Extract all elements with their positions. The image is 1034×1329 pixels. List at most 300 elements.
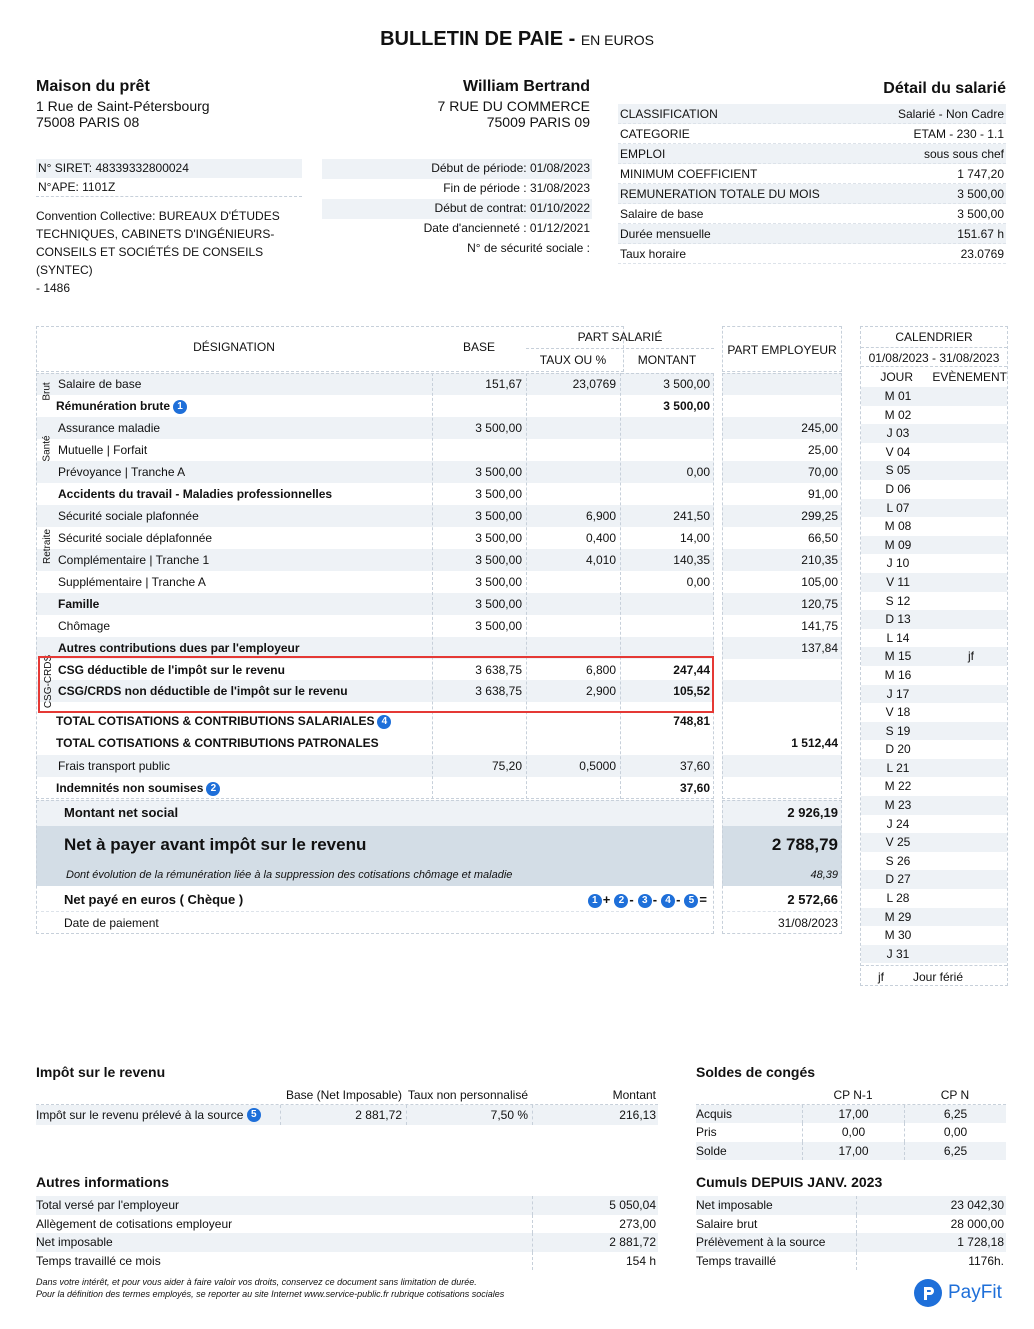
title-sub: EN EUROS — [580, 32, 654, 48]
row-employeur: 66,50 — [807, 531, 838, 545]
conges-label: Solde — [696, 1143, 727, 1158]
evolution-label: Dont évolution de la rémunération liée à la suppression des cotisations chômage et maladie — [66, 869, 513, 881]
page-title — [0, 28, 1034, 51]
info-label: Prélèvement à la source — [696, 1235, 826, 1249]
detail-row — [618, 244, 1006, 264]
column-gap — [714, 571, 722, 593]
detail-row — [618, 104, 1006, 124]
row-montant: 105,52 — [673, 684, 710, 698]
calendar-day-event — [935, 926, 1007, 945]
detail-value: 3 500,00 — [957, 187, 1004, 201]
calendar-day-label: M 16 — [884, 667, 912, 682]
info-label: Temps travaillé — [696, 1253, 777, 1268]
detail-row — [618, 144, 1006, 164]
detail-label: CATEGORIE — [620, 127, 690, 141]
cumuls-section — [696, 1174, 1006, 1270]
calendar-day — [861, 908, 1007, 927]
badge-5-icon: 5 — [684, 894, 698, 908]
header-part-salarie: PART SALARIÉ — [577, 330, 663, 344]
row-base: 3 500,00 — [475, 597, 522, 611]
autres-rows — [36, 1196, 658, 1270]
period-end: Fin de période : 31/08/2023 — [443, 181, 590, 195]
info-value: 28 000,00 — [856, 1215, 1006, 1234]
column-gap — [714, 637, 722, 659]
column-gap — [714, 732, 722, 754]
info-label: Allègement de cotisations employeur — [36, 1216, 233, 1231]
impot-row-label: Impôt sur le revenu prélevé à la source — [36, 1107, 244, 1122]
row-label: Autres contributions dues par l'employeur — [58, 641, 300, 655]
calendar-day-label: M 09 — [884, 537, 912, 552]
row-employeur: 105,00 — [801, 575, 838, 589]
conges-n1: 17,00 — [802, 1105, 904, 1124]
calendar-day — [861, 796, 1007, 815]
badge-2-icon: 2 — [614, 894, 628, 908]
net-paye-label: Net payé en euros ( Chèque ) — [64, 892, 244, 907]
calendar-day-label: J 17 — [886, 686, 910, 701]
calendar-day — [861, 740, 1007, 759]
calendar-day-event — [935, 610, 1007, 629]
calendar-day-label: J 03 — [886, 426, 910, 441]
calendar-day — [861, 722, 1007, 741]
calendar-day — [861, 461, 1007, 480]
conges-n: 0,00 — [904, 1123, 1006, 1142]
employee-address1: 7 RUE DU COMMERCE — [437, 98, 590, 114]
total-employeur: 1 512,44 — [791, 736, 838, 750]
row-label: CSG déductible de l'impôt sur le revenu — [58, 663, 285, 677]
extra-taux: 0,5000 — [579, 759, 616, 773]
conges-row — [696, 1105, 1006, 1124]
employee-name: William Bertrand — [463, 78, 590, 95]
row-employeur: 245,00 — [801, 421, 838, 435]
calendar-day-label: D 27 — [885, 872, 911, 887]
detail-label: Durée mensuelle — [620, 227, 711, 241]
formula-operator: - — [652, 892, 658, 907]
calendar-day-event — [935, 461, 1007, 480]
net-social-label: Montant net social — [64, 805, 179, 820]
formula-operator: - — [629, 892, 634, 907]
column-gap — [714, 755, 722, 777]
convention-line: CONSEILS ET SOCIÉTÉS DE CONSEILS (SYNTEC) — [36, 245, 264, 277]
detail-value: ETAM - 230 - 1.1 — [913, 127, 1004, 141]
row-employeur: 210,35 — [801, 553, 838, 567]
calendar-day — [861, 945, 1007, 964]
conges-n1: 0,00 — [802, 1123, 904, 1142]
group-sante: Santé — [41, 435, 53, 462]
calendar-day-label: J 10 — [886, 556, 910, 571]
detail-rows — [618, 104, 1006, 264]
calendar-day-event — [935, 833, 1007, 852]
total-label: TOTAL COTISATIONS & CONTRIBUTIONS PATRONALES — [56, 736, 379, 750]
badge-4-icon: 4 — [377, 715, 391, 729]
header-designation: DÉSIGNATION — [193, 340, 275, 354]
impot-col-montant: Montant — [612, 1088, 656, 1102]
calendar-day — [861, 666, 1007, 685]
row-taux: 23,0769 — [572, 377, 616, 391]
row-montant: 3 500,00 — [663, 399, 710, 413]
column-gap — [714, 777, 722, 799]
badge-4-icon: 4 — [661, 894, 675, 908]
period-start: Début de période: 01/08/2023 — [322, 159, 592, 179]
conges-n: 6,25 — [904, 1142, 1006, 1161]
row-employeur: 25,00 — [807, 443, 838, 457]
contract-start: Début de contrat: 01/10/2022 — [322, 199, 592, 219]
footer-line1: Dans votre intérêt, et pour vous aider à faire valoir vos droits, conservez ce document sans limitation de durée. — [36, 1277, 477, 1287]
row-base: 3 500,00 — [475, 487, 522, 501]
calendar-day-event — [935, 536, 1007, 555]
header-montant: MONTANT — [637, 353, 697, 367]
formula-operator: = — [699, 892, 707, 907]
calendar-day-event — [935, 777, 1007, 796]
row-montant: 241,50 — [673, 509, 710, 523]
calendar-day — [861, 610, 1007, 629]
column-gap — [714, 505, 722, 527]
row-label: Salaire de base — [58, 377, 142, 391]
social-security-number: N° de sécurité sociale : — [467, 241, 590, 255]
row-employeur: 141,75 — [801, 619, 838, 633]
calendar-day-label: M 02 — [884, 407, 912, 422]
extra-montant: 37,60 — [679, 759, 710, 773]
calendar-day — [861, 833, 1007, 852]
conges-col1: CP N-1 — [833, 1088, 873, 1102]
extra-label: Indemnités non soumises — [56, 781, 204, 795]
convention-line: - 1486 — [36, 281, 71, 295]
evolution-value: 48,39 — [722, 864, 842, 886]
row-label: Chômage — [58, 619, 111, 633]
calendar-day — [861, 480, 1007, 499]
conges-rows — [696, 1105, 1006, 1161]
row-label: Rémunération brute — [56, 399, 171, 413]
info-row — [696, 1196, 1006, 1215]
net-social-value: 2 926,19 — [722, 800, 842, 826]
row-base: 3 500,00 — [475, 553, 522, 567]
badge-2-icon: 2 — [206, 782, 220, 796]
row-label: Assurance maladie — [58, 421, 161, 435]
calendar-day-event — [935, 499, 1007, 518]
info-value: 23 042,30 — [856, 1196, 1006, 1215]
calendar-day — [861, 406, 1007, 425]
calendar-legend — [861, 965, 1007, 987]
impot-col-base: Base (Net Imposable) — [285, 1088, 402, 1102]
net-avant-impot-label: Net à payer avant impôt sur le revenu — [64, 835, 367, 854]
detail-value: 3 500,00 — [957, 207, 1004, 221]
calendar-day-label: J 24 — [886, 816, 910, 831]
impot-col-taux: Taux non personnalisé — [407, 1088, 528, 1102]
calendar-heading: CALENDRIER — [895, 330, 973, 344]
calendar-col-jour: JOUR — [880, 370, 913, 384]
csg-highlight-box — [38, 656, 714, 713]
calendar-day-label: S 12 — [885, 593, 911, 608]
calendar-day — [861, 592, 1007, 611]
detail-value: sous sous chef — [923, 147, 1004, 161]
title-main: BULLETIN DE PAIE - — [380, 28, 576, 50]
calendar-day-event: jf — [968, 649, 974, 664]
footer-line2: Pour la définition des termes employés, se reporter au site Internet www.service-public.fr rubrique cotisations sociales — [36, 1289, 505, 1299]
info-row — [696, 1215, 1006, 1234]
calendar-day-label: L 07 — [886, 500, 910, 515]
row-taux: 4,010 — [585, 553, 616, 567]
detail-row — [618, 204, 1006, 224]
employer-address1: 1 Rue de Saint-Pétersbourg — [36, 98, 210, 114]
calendar — [860, 326, 1008, 986]
info-value: 5 050,04 — [532, 1196, 658, 1215]
row-montant: 3 500,00 — [663, 377, 710, 391]
column-gap — [714, 615, 722, 637]
detail-value: Salarié - Non Cadre — [897, 107, 1004, 121]
row-employeur: 120,75 — [801, 597, 838, 611]
calendar-day-label: V 25 — [885, 835, 911, 850]
calendar-day-label: M 30 — [884, 928, 912, 943]
impot-section — [36, 1064, 658, 1125]
calendar-day-event — [935, 592, 1007, 611]
conges-row — [696, 1142, 1006, 1161]
calendar-day — [861, 703, 1007, 722]
badge-1-icon: 1 — [588, 894, 602, 908]
net-right-border — [722, 800, 842, 934]
calendar-day — [861, 424, 1007, 443]
calendar-col-event: EVÈNEMENT — [932, 370, 1007, 384]
conges-n1: 17,00 — [802, 1142, 904, 1161]
row-taux: 0,400 — [585, 531, 616, 545]
column-gap — [714, 373, 722, 395]
detail-heading: Détail du salarié — [883, 80, 1006, 97]
info-value: 1176h. — [856, 1252, 1006, 1271]
total-montant: 748,81 — [673, 714, 710, 728]
extra-montant: 37,60 — [679, 781, 710, 795]
calendar-day-event — [935, 908, 1007, 927]
calendar-day-label: L 21 — [886, 760, 910, 775]
calendar-day-event — [935, 685, 1007, 704]
calendar-day — [861, 629, 1007, 648]
formula-operator: + — [602, 892, 611, 907]
calendar-day — [861, 647, 1007, 666]
calendar-day-event — [935, 796, 1007, 815]
column-gap — [714, 680, 722, 702]
convention-line: Convention Collective: BUREAUX D'ÉTUDES — [36, 209, 280, 223]
column-gap — [714, 549, 722, 571]
calendar-day-event — [935, 703, 1007, 722]
table-left-border — [36, 373, 714, 799]
row-montant: 0,00 — [686, 575, 710, 589]
calendar-day — [861, 499, 1007, 518]
group-brut: Brut — [41, 382, 53, 401]
employer-address2: 75008 PARIS 08 — [36, 114, 140, 130]
header-divider — [526, 348, 714, 349]
autres-section — [36, 1174, 658, 1270]
formula-operator: - — [676, 892, 681, 907]
seniority-date: Date d'ancienneté : 01/12/2021 — [423, 221, 590, 235]
calendar-day-event — [935, 573, 1007, 592]
row-base: 3 638,75 — [475, 663, 522, 677]
calendar-day-event — [935, 517, 1007, 536]
row-base: 3 500,00 — [475, 575, 522, 589]
info-row — [36, 1196, 658, 1215]
payfit-brand: PayFit — [948, 1282, 1002, 1303]
calendar-day-label: M 15 — [884, 649, 912, 664]
legend-label: Jour férié — [913, 970, 964, 985]
header-base: BASE — [462, 340, 495, 354]
row-label: Prévoyance | Tranche A — [58, 465, 186, 479]
detail-label: Taux horaire — [620, 247, 687, 261]
detail-label: REMUNERATION TOTALE DU MOIS — [620, 187, 820, 201]
detail-value: 23.0769 — [960, 247, 1004, 261]
conges-col2: CP N — [940, 1088, 970, 1102]
calendar-day-event — [935, 722, 1007, 741]
column-gap — [714, 659, 722, 681]
badge-5-icon: 5 — [247, 1108, 261, 1122]
conges-heading: Soldes de congés — [696, 1064, 816, 1080]
row-base: 3 500,00 — [475, 531, 522, 545]
cumuls-heading: Cumuls DEPUIS JANV. 2023 — [696, 1174, 883, 1190]
badge-1-icon: 1 — [173, 400, 187, 414]
info-label: Net imposable — [696, 1198, 773, 1212]
row-montant: 140,35 — [673, 553, 710, 567]
total-label: TOTAL COTISATIONS & CONTRIBUTIONS SALARIALES — [56, 714, 375, 728]
info-value: 273,00 — [532, 1215, 658, 1234]
employer-block — [36, 78, 306, 130]
conges-n: 6,25 — [904, 1105, 1006, 1124]
detail-label: CLASSIFICATION — [620, 107, 718, 121]
column-gap — [714, 593, 722, 615]
calendar-period: 01/08/2023 - 31/08/2023 — [861, 347, 1007, 367]
column-gap — [714, 483, 722, 505]
impot-header — [36, 1086, 658, 1105]
row-montant: 247,44 — [673, 663, 710, 677]
detail-row — [618, 124, 1006, 144]
extra-base: 75,20 — [491, 759, 522, 773]
calendar-day — [861, 815, 1007, 834]
legend-code: jf — [878, 970, 884, 985]
calendar-day-label: M 23 — [884, 798, 912, 813]
info-value: 1 728,18 — [856, 1233, 1006, 1252]
calendar-day-label: D 06 — [885, 481, 911, 496]
conges-section — [696, 1064, 1006, 1160]
calendar-day-event — [935, 424, 1007, 443]
calendar-day-label: M 08 — [884, 519, 912, 534]
info-value: 2 881,72 — [532, 1233, 658, 1252]
row-label: Mutuelle | Forfait — [58, 443, 148, 457]
column-gap — [714, 439, 722, 461]
employer-name: Maison du prêt — [36, 78, 150, 95]
calendar-day — [861, 852, 1007, 871]
autres-heading: Autres informations — [36, 1174, 170, 1190]
row-base: 151,67 — [485, 377, 522, 391]
column-gap — [714, 417, 722, 439]
calendar-day-label: M 22 — [884, 779, 912, 794]
row-label: Accidents du travail - Maladies professionnelles — [58, 487, 333, 501]
calendar-day-label: V 04 — [885, 444, 911, 459]
calendar-header — [861, 367, 1007, 387]
detail-value: 151.67 h — [957, 227, 1004, 241]
calendar-day-event — [935, 387, 1007, 406]
calendar-day-label: S 26 — [885, 853, 911, 868]
impot-heading: Impôt sur le revenu — [36, 1064, 166, 1080]
detail-row — [618, 224, 1006, 244]
info-label: Salaire brut — [696, 1216, 758, 1231]
calendar-day — [861, 759, 1007, 778]
calendar-day-event — [935, 480, 1007, 499]
employee-detail — [618, 80, 1006, 264]
calendar-day-label: V 11 — [886, 574, 910, 589]
calendar-day-event — [935, 889, 1007, 908]
calendar-day — [861, 517, 1007, 536]
siret: N° SIRET: 48339332800024 — [36, 159, 302, 178]
calendar-day-label: M 29 — [884, 909, 912, 924]
column-gap — [714, 710, 722, 732]
row-label: Famille — [58, 597, 100, 611]
cumuls-rows — [696, 1196, 1006, 1270]
calendar-day-event — [935, 554, 1007, 573]
calendar-day — [861, 870, 1007, 889]
calendar-day — [861, 926, 1007, 945]
row-label: Complémentaire | Tranche 1 — [58, 553, 210, 567]
convention-line: TECHNIQUES, CABINETS D'INGÉNIEURS- — [36, 227, 275, 241]
row-taux: 2,900 — [585, 684, 616, 698]
calendar-day-event — [935, 629, 1007, 648]
detail-label: EMPLOI — [620, 147, 666, 161]
calendar-day — [861, 443, 1007, 462]
calendar-day-event — [935, 870, 1007, 889]
info-label: Temps travaillé ce mois — [36, 1253, 161, 1268]
row-base: 3 638,75 — [475, 684, 522, 698]
conges-row — [696, 1123, 1006, 1142]
calendar-day-event — [935, 740, 1007, 759]
row-label: Supplémentaire | Tranche A — [58, 575, 206, 589]
badge-3-icon: 3 — [638, 894, 652, 908]
period-info — [322, 159, 592, 259]
row-employeur: 299,25 — [801, 509, 838, 523]
column-gap — [714, 461, 722, 483]
calendar-day-event — [935, 815, 1007, 834]
group-csg: CSG-CRDS — [43, 654, 55, 709]
calendar-day-label: L 28 — [886, 891, 910, 906]
calendar-day-event — [935, 852, 1007, 871]
calendar-day-label: M 01 — [884, 389, 912, 403]
info-row — [36, 1215, 658, 1234]
row-label: Sécurité sociale déplafonnée — [58, 531, 213, 545]
row-taux: 6,800 — [585, 663, 616, 677]
row-label: Sécurité sociale plafonnée — [58, 509, 199, 523]
employer-ids — [36, 159, 302, 297]
net-avant-impot-value: 2 788,79 — [722, 826, 842, 864]
calendar-day-label: L 14 — [886, 630, 910, 645]
row-montant: 0,00 — [686, 465, 710, 479]
row-base: 3 500,00 — [475, 421, 522, 435]
info-value: 154 h — [532, 1252, 658, 1271]
row-base: 3 500,00 — [475, 509, 522, 523]
header-part-employeur: PART EMPLOYEUR — [727, 343, 837, 357]
calendar-day-label: D 20 — [885, 742, 911, 757]
footer-notes — [36, 1276, 736, 1300]
detail-label: MINIMUM COEFFICIENT — [620, 167, 758, 181]
calendar-day-label: D 13 — [885, 612, 911, 627]
extra-label: Frais transport public — [58, 759, 171, 773]
row-employeur: 91,00 — [807, 487, 838, 501]
impot-row-taux: 7,50 % — [406, 1105, 532, 1125]
calendar-day — [861, 685, 1007, 704]
calendar-day-label: J 31 — [886, 946, 910, 961]
detail-label: Salaire de base — [620, 207, 704, 221]
employee-address2: 75009 PARIS 09 — [486, 114, 590, 130]
detail-value: 1 747,20 — [957, 167, 1004, 181]
calendar-day-label: S 19 — [885, 723, 911, 738]
payslip-table — [36, 326, 842, 938]
impot-row-base: 2 881,72 — [280, 1105, 406, 1125]
net-paye-value: 2 572,66 — [722, 888, 842, 912]
row-employeur: 70,00 — [807, 465, 838, 479]
net-left-border — [36, 800, 714, 934]
info-label: Total versé par l'employeur — [36, 1198, 180, 1212]
employee-block — [320, 78, 590, 130]
